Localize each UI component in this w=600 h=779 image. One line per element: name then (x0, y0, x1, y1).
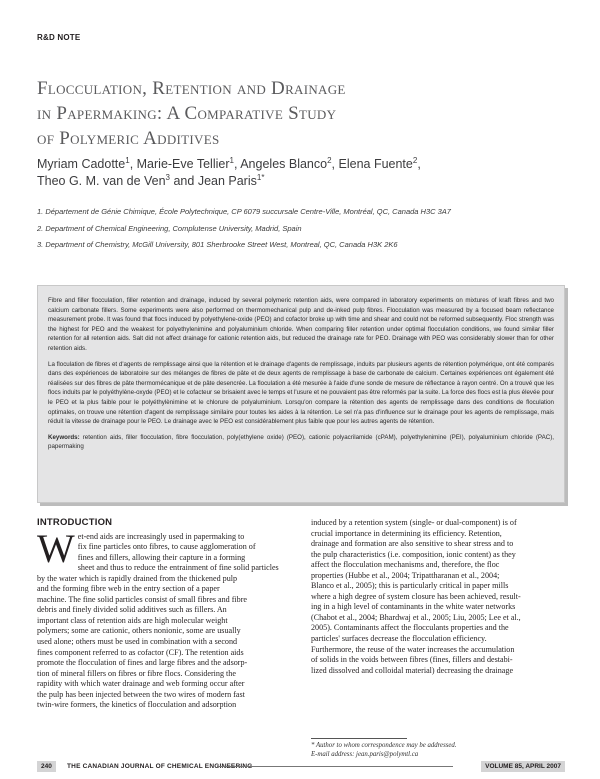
text-line: twin-wire formers, the kinetics of flocculation and adsorption (37, 700, 237, 710)
section-heading: INTRODUCTION (37, 517, 113, 528)
text-line: Blanco et al., 2005); this is particularly critical in paper mills (311, 581, 509, 591)
text-line: Furthermore, the reuse of the water increases the accumulation (311, 644, 515, 654)
text-line: fines component referred to as cofactor (CF). The retention aids (37, 647, 244, 657)
footnote (311, 741, 456, 759)
text-line: (Chabot et al., 2004; Bhardwaj et al., 2005; Liu, 2005; Lee et al., (311, 612, 521, 622)
journal-name: THE CANADIAN JOURNAL OF CHEMICAL ENGINEERING (67, 763, 253, 770)
body-column-right (311, 518, 578, 676)
abstract-box (37, 285, 565, 503)
affiliation: 3. Department of Chemistry, McGill University, 801 Sherbrooke Street West, Montreal, QC, Canada H3K 2K6 (37, 240, 398, 249)
text-line: induced by a retention system (single- or dual-component) is of (311, 518, 517, 527)
text-line: rapidity with which water drainage and web forming occur after (37, 679, 245, 689)
text-line: et-end aids are increasingly used in papermaking to (77, 531, 245, 541)
text-line: drainage and formation are also sensitive to shear stress and to (311, 539, 514, 549)
author-name: Jean Paris (197, 174, 257, 188)
text-line: fines and fillers, allowing their capture in a forming (77, 552, 246, 562)
footnote-divider (311, 738, 407, 739)
volume-info: VOLUME 85, APRIL 2007 (481, 761, 565, 772)
author-list: Myriam Cadotte$^1$, Marie-Eve Tellier$^1$, Angeles Blanco$^2$, Elena Fuente$^2$, Theo G. M. van de Ven$^3$ and Jean Paris$^{1*}$ (37, 155, 421, 188)
abstract-french: La floculation de fibres et d'agents de remplissage ainsi que la rétention et le drainage d'agents de remplissage, induits par plusieurs agents de rétention polymérique, ont été comparés dans des expériences de laboratoire sur des mélanges de fibres de pâte et de deux agents de remplissage à base de carbonate de calcium. Certaines expériences ont également été réalisées sur des fibres de pâte thermomécanique et de pâte desencrée. La floculation a été mesurée à l'aide d'une sonde de mesure de réflectance à rayon centré. On a trouvé que les flocs induits par le polyéthylène-oxyde (PEO) et le cofacteur se brisaient avec le temps et l'usure et ne pouvaient pas être reformés par la suite. La force des flocs est la plus élevée pour le PEO et la plus faible pour le polyéthylènimine et le chlorure de polyaluminium. Lorsqu'on compare la rétention des agents de remplissage dans des conditions de floculation optimales, on trouve une rétention d'agent de remplissage similaire pour toutes les aides à la rétention. Le sel n'a pas d'influence sur le drainage pour les agents de remplissage, mais réduit la vitesse de drainage pour le PEO. Le drainage avec le PEO est considérablement plus faible que pour les autres agents de rétention. (48, 360, 554, 426)
author-name: Angeles Blanco (240, 157, 328, 171)
author-affil-mark: 1* (256, 172, 265, 182)
text-line: crucial importance in determining its efficiency. Retention, (311, 528, 502, 538)
text-line: promote the flocculation of fines and large fibres and the adsorp- (37, 658, 248, 668)
text-line: particles' surfaces decrease the flocculation efficiency. (311, 634, 487, 644)
text-line: debris and finely divided solid additives such as fillers. An (37, 605, 227, 615)
keywords (48, 433, 554, 452)
keywords-label: Keywords: (48, 433, 80, 441)
text-line: fix fine particles onto fibres, to cause agglomeration of (77, 542, 256, 552)
affiliation: 2. Department of Chemical Engineering, Complutense University, Madrid, Spain (37, 223, 302, 233)
body-column-left (37, 518, 304, 711)
text-line: sheet and thus to reduce the entrainment of fine solid particles (77, 563, 279, 573)
author-name: Theo G. M. van de Ven (37, 174, 166, 188)
keywords-text: retention aids, filler flocculation, fibre flocculation, poly(ethylene oxide) (PEO), cationic polyacrilamide (cPAM), polyethylenimine (PEI), polyaluminium chloride (PAC), papermaking (48, 433, 554, 451)
text-line: ing in a high level of contaminants in the white water networks (311, 602, 516, 612)
section-label: R&D NOTE (37, 33, 81, 42)
author-affil-mark: 3 (165, 172, 170, 182)
email-address: E-mail address: jean.paris@polymtl.ca (311, 751, 419, 759)
title-line: of Polymeric Additives (37, 128, 220, 149)
text-line: where a high degree of system closure has been achieved, result- (311, 591, 521, 601)
author-affil-mark: 2 (412, 155, 418, 165)
text-line: by the water which is rapidly drained from the thickened pulp (37, 573, 238, 583)
article-title (37, 76, 557, 151)
text-line: polymers; some are cationic, others nonionic, some are usually (37, 626, 241, 636)
abstract-english: Fibre and filler flocculation, filler retention and drainage, induced by several polymeric retention aids, were compared in laboratory experiments on mixtures of kraft fibres and two calcium carbonate fillers. Some experiments were also performed on thermomechanical pulp and de-inked pulp fibres. Flocculation was measured by a focused beam reflectance measurement probe. It was found that flocs induced by polyethylene-oxide (PEO) and cofactor broke up with time and shear and could not be reformed subsequently. Floc strength was the highest for PEO and the weakest for polyethylenimine and polyaluminium chloride. When comparing filler retention under optimal flocculation conditions, we found similar filler retention for all retention aids. Salt did not affect drainage for cationic retention aids, but reduced the drainage rate for PEO. Drainage with PEO was considerably slower than for other retention aids. (48, 297, 554, 352)
author-affil-mark: 2 (327, 155, 332, 165)
text-line: lized dissolved and colloidal material) decreasing the drainage (311, 665, 514, 675)
affiliation-list (37, 204, 577, 254)
text-line: of solids in the voids between fibres (fines, fillers and destabi- (311, 655, 513, 665)
text-line: machine. The fine solid particles consist of small fibres and fibre (37, 594, 248, 604)
text-line: properties (Hubbe et al., 2004; Tripattharanan et al., 2004; (311, 570, 500, 580)
footer-rule (217, 766, 453, 767)
introduction-text-left (37, 525, 304, 711)
text-line: 2005). Contaminants affect the flocculants properties and the (311, 623, 509, 633)
text-line: and the forming fibre web in the entry section of a paper (37, 584, 220, 594)
text-line: affect the flocculation mechanisms and, therefore, the floc (311, 560, 500, 570)
page-number: 240 (37, 761, 56, 772)
drop-cap: W (37, 525, 75, 571)
author-affil-mark: 1 (229, 155, 234, 165)
author-affil-mark: 1 (125, 155, 130, 165)
title-line: Flocculation, Retention and Drainage (37, 78, 346, 99)
correspondence-note: * Author to whom correspondence may be addressed. (311, 742, 457, 749)
text-line: used alone; others must be used in combination with a second (37, 637, 238, 647)
text-line: important class of retention aids are high molecular weight (37, 615, 228, 625)
affiliation: 1. Département de Génie Chimique, École Polytechnique, CP 6079 succursale Centre-Ville, Montréal, QC, Canada H3C 3A7 (37, 207, 451, 216)
text-line: the pulp characteristics (i.e. composition, ionic content) as they (311, 549, 516, 559)
page-footer (37, 761, 565, 772)
author-name: Marie-Eve Tellier (136, 157, 230, 171)
text-line: the pulp has been injected between the two wires of modern fast (37, 689, 245, 699)
author-name: Elena Fuente (338, 157, 413, 171)
author-name: Myriam Cadotte (37, 157, 126, 171)
text-line: tion of mineral fillers on fibres or fibre flocs. Considering the (37, 668, 236, 678)
title-line: in Papermaking: A Comparative Study (37, 103, 337, 124)
